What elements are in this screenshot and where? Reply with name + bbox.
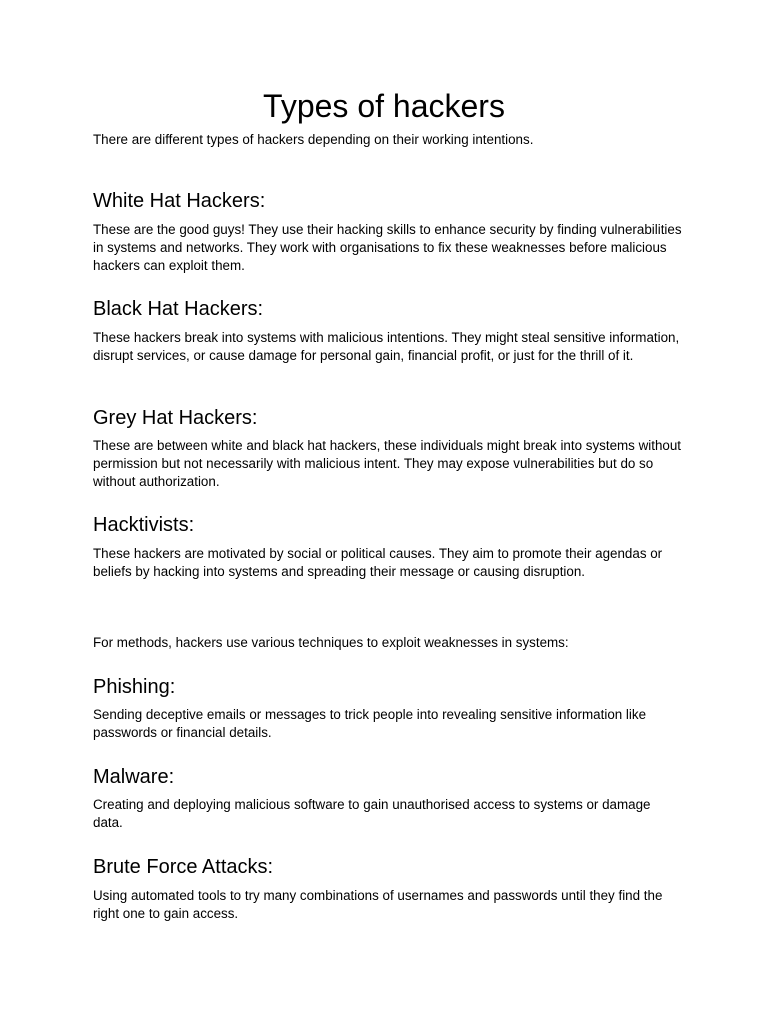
section-text-hacktivists: These hackers are motivated by social or political causes. They aim to promote their agendas or beliefs by hacking into systems and spreading their message or causing disruption.	[93, 546, 663, 579]
intro-paragraph: There are different types of hackers depending on their working intentions.	[93, 132, 534, 147]
section-heading-malware: Malware:	[93, 766, 175, 788]
page-title: Types of hackers	[263, 88, 505, 124]
section-heading-phishing: Phishing:	[93, 676, 176, 698]
methods-intro-paragraph: For methods, hackers use various techniques to exploit weaknesses in systems:	[93, 635, 569, 650]
section-heading-grey-hat: Grey Hat Hackers:	[93, 407, 258, 429]
section-heading-white-hat: White Hat Hackers:	[93, 190, 266, 212]
section-heading-black-hat: Black Hat Hackers:	[93, 298, 264, 320]
section-text-brute-force: Using automated tools to try many combinations of usernames and passwords until they find the right one to gain access.	[93, 888, 663, 921]
section-heading-hacktivists: Hacktivists:	[93, 514, 195, 536]
section-text-white-hat: These are the good guys! They use their hacking skills to enhance security by finding vulnerabilities in systems and networks. They work with organisations to fix these weaknesses before malicious hackers can exploit them.	[93, 222, 682, 273]
section-text-grey-hat: These are between white and black hat hackers, these individuals might break into systems without permission but not necessarily with malicious intent. They may expose vulnerabilities but do so without authorization.	[93, 438, 682, 489]
section-text-black-hat: These hackers break into systems with malicious intentions. They might steal sensitive information, disrupt services, or cause damage for personal gain, financial profit, or just for the thrill of it.	[93, 330, 680, 363]
section-heading-brute-force: Brute Force Attacks:	[93, 856, 274, 878]
section-text-phishing: Sending deceptive emails or messages to trick people into revealing sensitive information like passwords or financial details.	[93, 707, 647, 740]
section-text-malware: Creating and deploying malicious software to gain unauthorised access to systems or damage data.	[93, 797, 651, 830]
